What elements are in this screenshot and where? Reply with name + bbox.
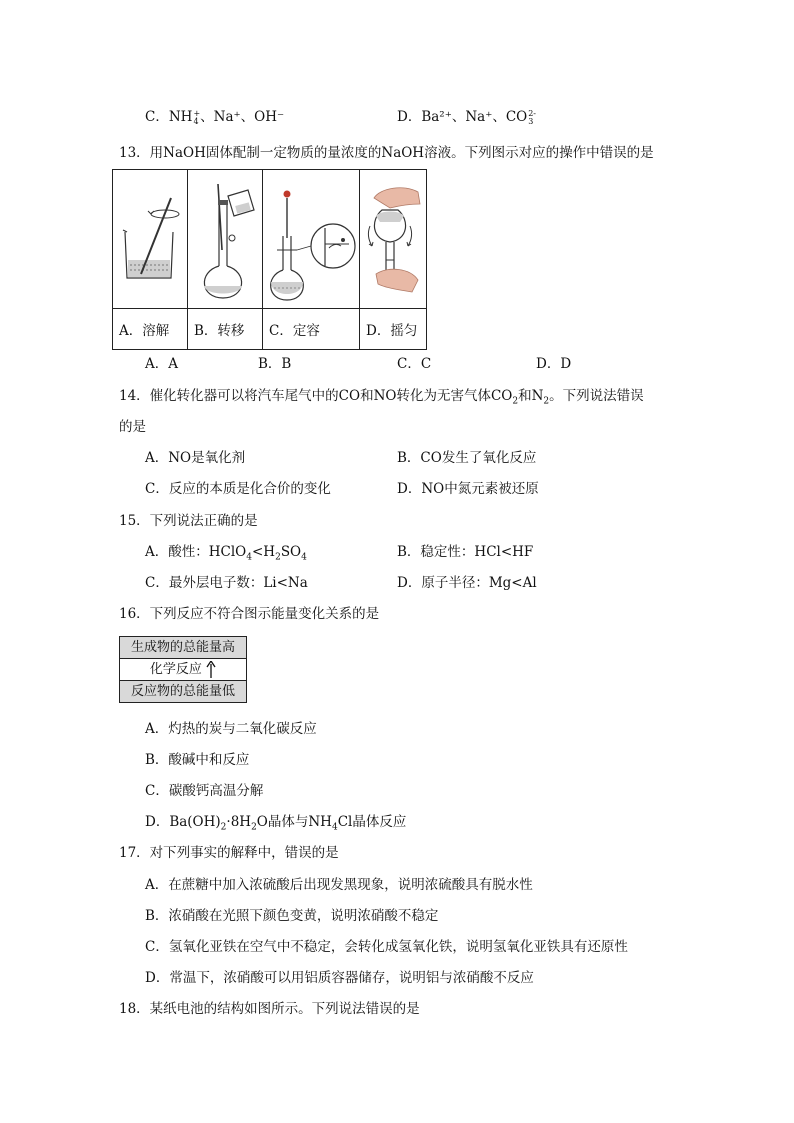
q16-option-d: D．$Ba(OH)_2\cdot 8H_2O$晶体与$NH_4Cl$晶体反应 — [145, 814, 407, 833]
q12-option-d: D．Ba²⁺、Na⁺、CO 2- 3 — [397, 108, 537, 126]
energy-products-label: 生成物的总能量高 — [120, 637, 246, 658]
q14-option-a: A．NO是氧化剂 — [145, 450, 246, 466]
q13-figure-table — [112, 169, 427, 350]
hand-shaking-flask-icon — [360, 170, 426, 304]
carbonate-script: 2- 3 — [528, 108, 537, 126]
q15-stem: 15．下列说法正确的是 — [119, 513, 258, 529]
volume-adjust-figure — [263, 170, 360, 309]
volumetric-flask-pouring-icon — [188, 170, 262, 304]
dropper-meniscus-icon — [263, 170, 359, 304]
shake-figure — [360, 170, 427, 309]
energy-reactants-label: 反应物的总能量低 — [120, 681, 246, 702]
q17-option-d: D．常温下，浓硝酸可以用铝质容器储存，说明铝与浓硝酸不反应 — [145, 970, 534, 986]
q15-option-a: A．酸性：$HClO_4<H_2SO_4$ — [145, 544, 307, 563]
q17-stem: 17．对下列事实的解释中，错误的是 — [119, 845, 339, 861]
q14-option-d: D．NO中氮元素被还原 — [397, 481, 539, 497]
q14-option-c: C．反应的本质是化合价的变化 — [145, 481, 331, 497]
ammonium-script: + 4 — [193, 108, 201, 126]
q16-stem: 16．下列反应不符合图示能量变化关系的是 — [119, 606, 380, 622]
caption-transfer: B．转移 — [188, 309, 263, 350]
q13-option-d: D．D — [536, 356, 572, 372]
q13-option-b: B．B — [258, 356, 292, 372]
q14-option-b: B．CO发生了氧化反应 — [397, 450, 537, 466]
q17-option-a: A．在蔗糖中加入浓硫酸后出现发黑现象，说明浓硫酸具有脱水性 — [145, 877, 533, 893]
q18-stem: 18．某纸电池的结构如图所示。下列说法错误的是 — [119, 1001, 420, 1017]
q13-stem: 13．用NaOH固体配制一定物质的量浓度的NaOH溶液。下列图示对应的操作中错误的是 — [119, 145, 654, 161]
beaker-stirring-icon — [113, 170, 187, 304]
arrow-up-icon — [206, 661, 216, 679]
caption-shake: D．摇匀 — [360, 309, 427, 350]
energy-diagram — [119, 636, 247, 703]
q15-option-c: C．最外层电子数：Li<Na — [145, 575, 308, 591]
q17-option-c: C．氢氧化亚铁在空气中不稳定，会转化成氢氧化铁，说明氢氧化亚铁具有还原性 — [145, 939, 628, 955]
q15-option-d: D．原子半径：Mg<Al — [397, 575, 537, 591]
transfer-figure — [188, 170, 263, 309]
q16-option-a: A．灼热的炭与二氧化碳反应 — [145, 721, 317, 737]
q16-option-c: C．碳酸钙高温分解 — [145, 783, 264, 799]
q12-option-c: C．NH + 4 、Na⁺、OH⁻ — [145, 108, 285, 126]
q17-option-b: B．浓硝酸在光照下颜色变黄，说明浓硝酸不稳定 — [145, 908, 439, 924]
caption-dissolve: A．溶解 — [113, 309, 188, 350]
q16-option-b: B．酸碱中和反应 — [145, 752, 250, 768]
q13-option-a: A．A — [145, 356, 178, 372]
caption-volume-adjust: C．定容 — [263, 309, 360, 350]
q14-stem-line2: 的是 — [119, 419, 146, 435]
q13-option-c: C．C — [397, 356, 432, 372]
energy-reaction-row: 化学反应 — [120, 658, 246, 681]
q15-option-b: B．稳定性：HCl<HF — [397, 544, 534, 560]
q14-stem-line1: 14．催化转化器可以将汽车尾气中的CO和NO转化为无害气体$CO_2$和$N_2$。下列说法错误 — [119, 388, 644, 407]
dissolve-figure — [113, 170, 188, 309]
